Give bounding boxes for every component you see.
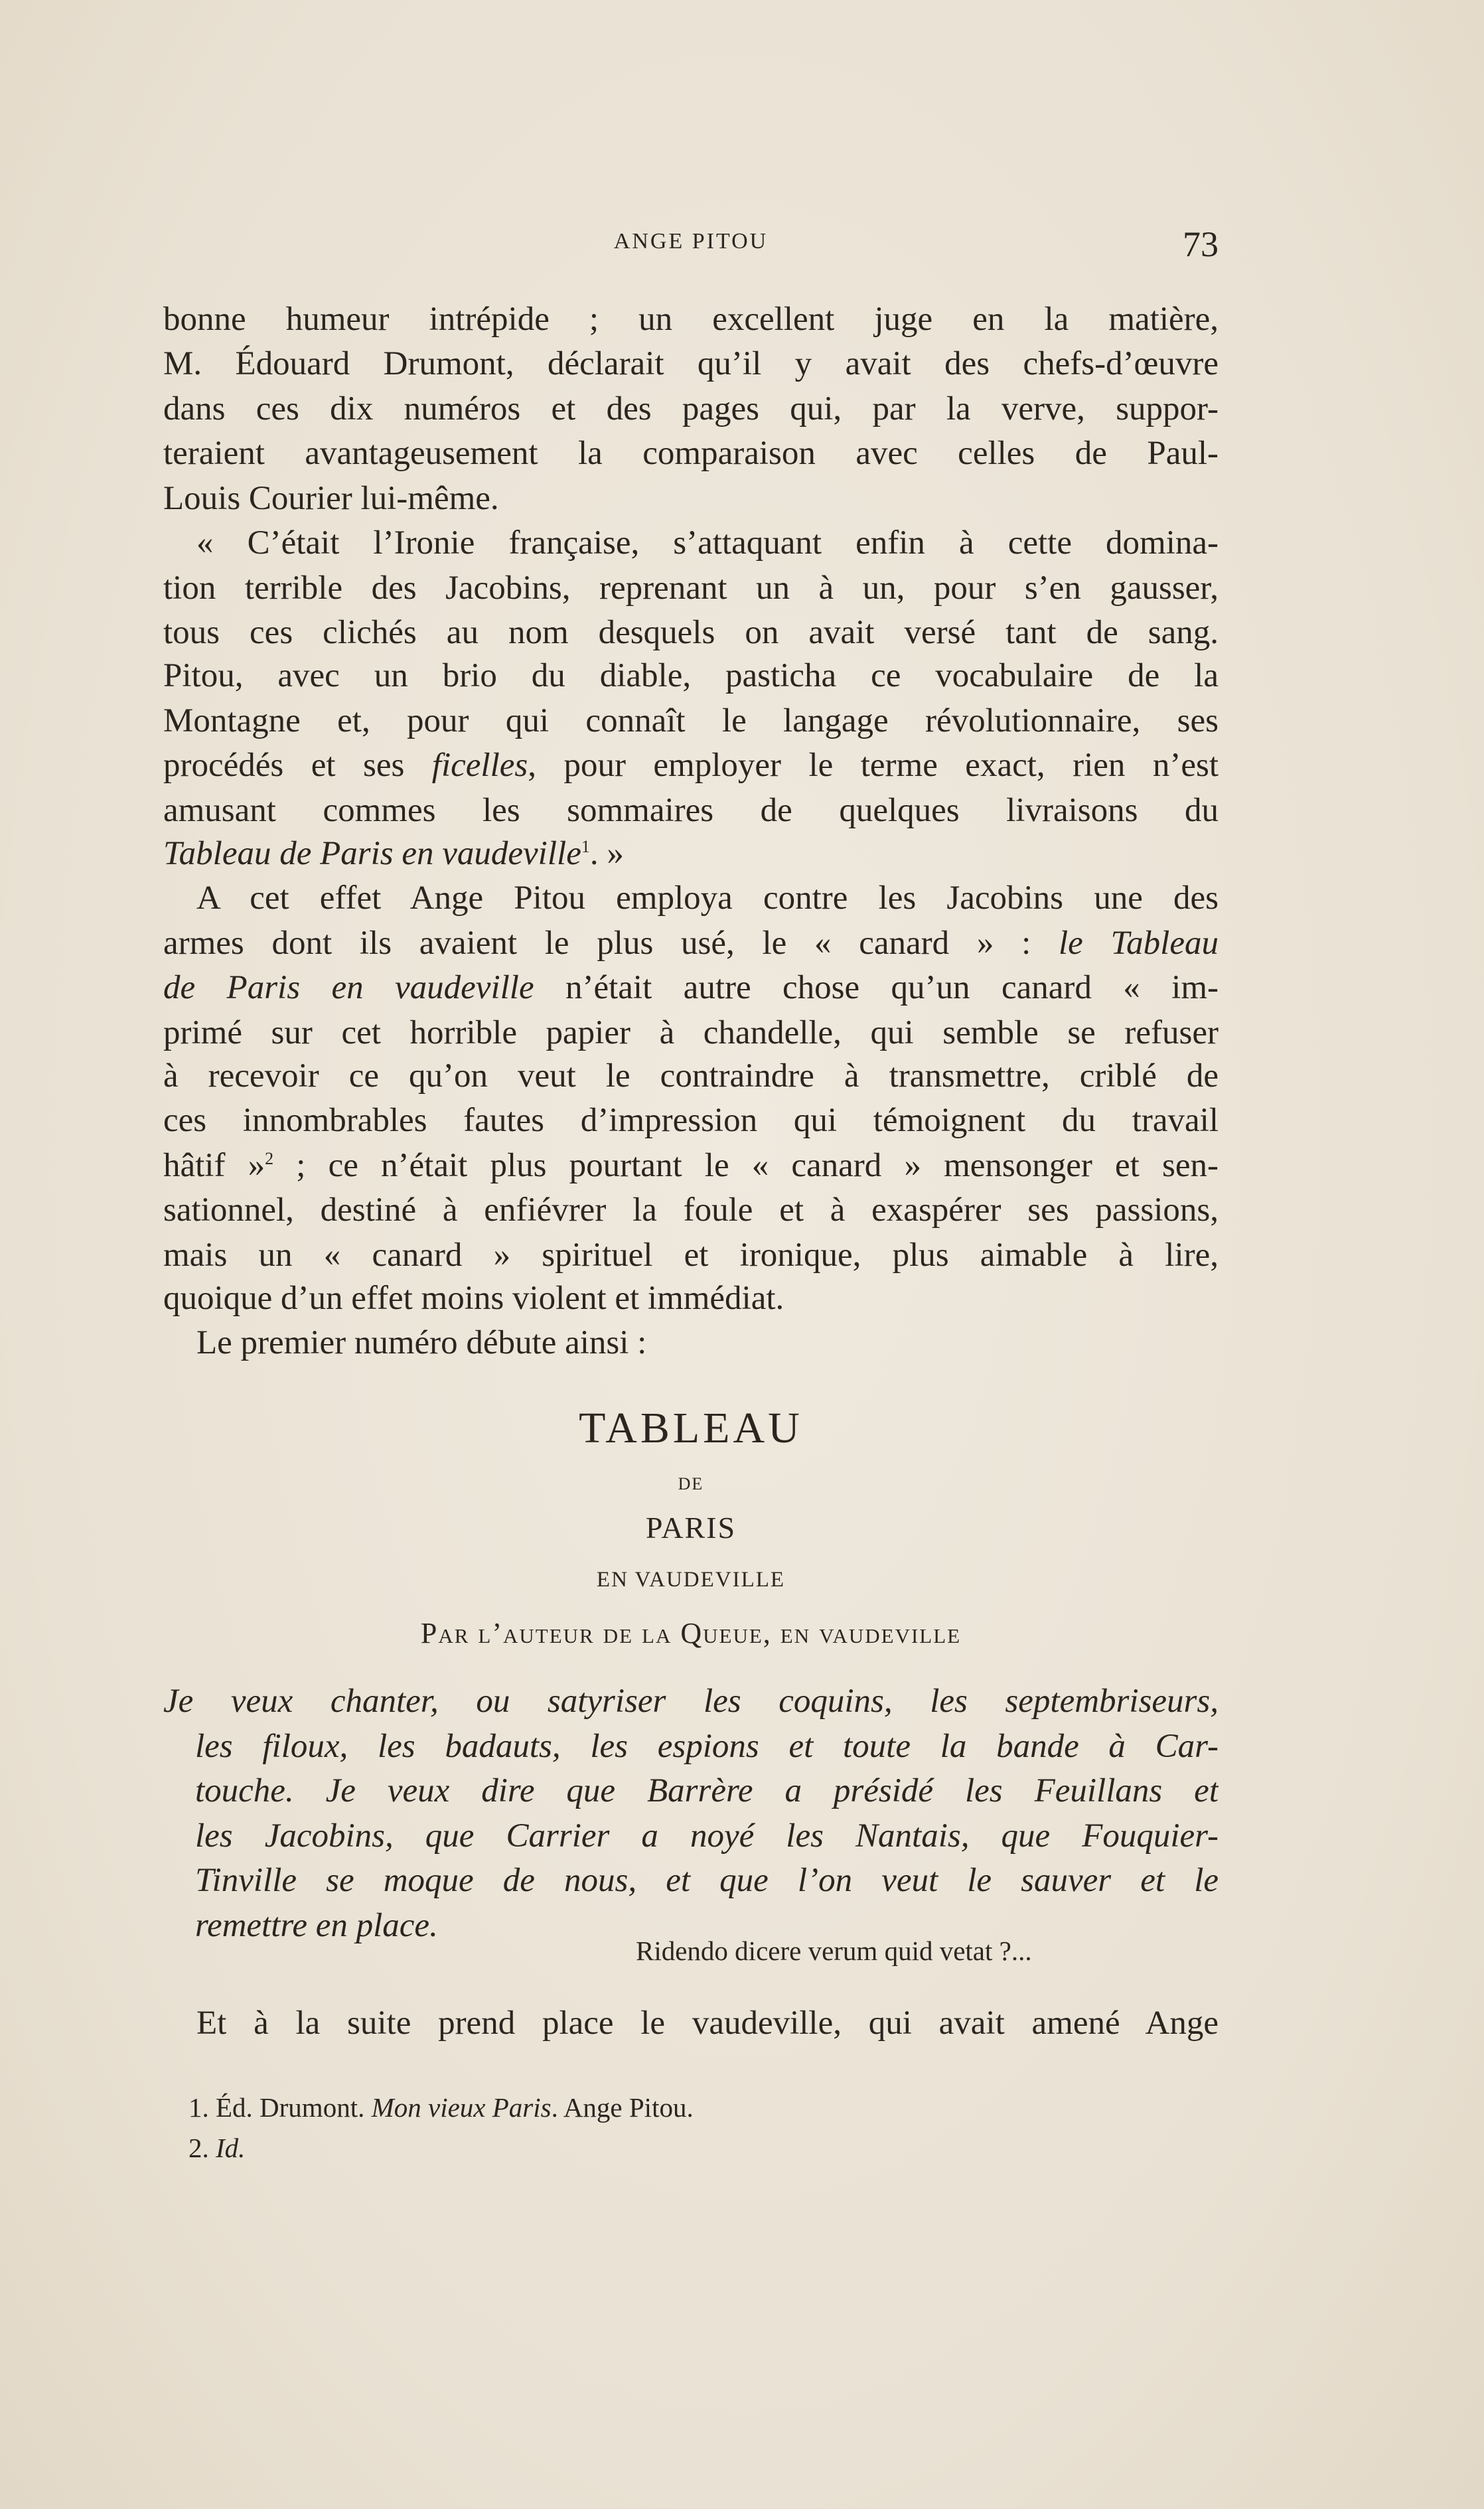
italic-text: touche. Je veux dire que Barrère a présidé les Feuillans et (195, 1772, 1219, 1809)
italic-text: de Paris en vaudeville (163, 969, 534, 1006)
italic-text: le Tableau (1058, 925, 1219, 962)
text-span: teraient avantageusement la comparaison avec celles de Paul- (163, 435, 1219, 472)
epigraph-line (636, 1929, 1484, 1973)
text-span: « C’était l’Ironie française, s’attaquant enfin à cette domina- (196, 524, 1219, 562)
text-span: PARIS (645, 1511, 737, 1545)
footnote-ref: 1 (581, 837, 590, 856)
text-span: sationnel, destiné à enfiévrer la foule et à exaspérer ses passions, (163, 1191, 1219, 1229)
epigraph-line (195, 1814, 1219, 1859)
text-span: M. Édouard Drumont, déclarait qu’il y avait des chefs-d’œuvre (163, 345, 1219, 382)
text-line (163, 1276, 1219, 1321)
text-span: Pitou, avec un brio du diable, pasticha ce vocabulaire de la (163, 657, 1219, 694)
footnote (188, 2086, 1244, 2130)
text-span: tous ces clichés au nom desquels on avait versé tant de sang. (163, 614, 1219, 651)
text-line (163, 743, 1219, 788)
epigraph-line (195, 1859, 1219, 1903)
text-line (163, 477, 1219, 521)
text-line (163, 1233, 1219, 1278)
text-span: ces innombrables fautes d’impression qui témoignent du travail (163, 1102, 1219, 1139)
text-line (163, 611, 1219, 655)
epigraph-line (195, 1769, 1219, 1813)
text-span: quoique d’un effet moins violent et immédiat. (163, 1280, 784, 1317)
text-line (196, 521, 1219, 566)
italic-text: remettre en place. (195, 1907, 438, 1944)
epigraph-line (163, 1679, 1219, 1724)
text-span: procédés et ses (163, 747, 432, 784)
title-block-line (163, 1505, 1219, 1550)
text-span: Le premier numéro débute ainsi : (196, 1324, 647, 1361)
italic-text: Je veux chanter, ou satyriser les coquins, les septembriseurs, (163, 1683, 1219, 1720)
text-line (163, 1011, 1219, 1055)
text-span: Par l’auteur de la Queue, en vaudeville (420, 1617, 962, 1649)
text-span: n’était autre chose qu’un canard « im- (534, 969, 1219, 1006)
italic-text: les Jacobins, que Carrier a noyé les Nantais, que Fouquier- (195, 1817, 1219, 1855)
text-span: primé sur cet horrible papier à chandelle, qui semble se refuser (163, 1014, 1219, 1051)
text-line (163, 566, 1219, 611)
text-span: Et à la suite prend place le vaudeville, qui avait amené Ange (196, 2005, 1219, 2042)
text-line (163, 789, 1219, 833)
text-span: à recevoir ce qu’on veut le contraindre à transmettre, criblé de (163, 1057, 1219, 1095)
title-block-line (163, 1558, 1219, 1602)
text-span: hâtif » (163, 1147, 265, 1184)
text-line (163, 342, 1219, 386)
text-span: Montagne et, pour qui connaît le langage révolutionnaire, ses (163, 702, 1219, 739)
italic-text: les filoux, les badauts, les espions et toute la bande à Car- (195, 1728, 1219, 1765)
text-line (163, 297, 1219, 342)
text-span: , pour employer le terme exact, rien n’est (528, 747, 1219, 784)
text-span: DE (678, 1474, 704, 1493)
italic-text: Tableau de Paris en vaudeville (163, 835, 581, 872)
text-span: mais un « canard » spirituel et ironique, plus aimable à lire, (163, 1237, 1219, 1274)
text-line (196, 876, 1219, 921)
text-line (163, 699, 1219, 743)
text-span: A cet effet Ange Pitou employa contre les Jacobins une des (196, 879, 1219, 917)
footnote-ref: 2 (265, 1149, 274, 1168)
text-span: Ridendo dicere verum quid vetat ?... (636, 1936, 1032, 1966)
text-line (163, 832, 1219, 876)
text-line (163, 387, 1219, 431)
text-span: 2. (188, 2133, 216, 2163)
italic-text: Tinville se moque de nous, et que l’on veut le sauver et le (195, 1862, 1219, 1899)
text-line (163, 1188, 1219, 1233)
text-span: dans ces dix numéros et des pages qui, par la verve, suppor- (163, 390, 1219, 427)
text-span: armes dont ils avaient le plus usé, le « canard » : (163, 925, 1059, 962)
title-block-line (163, 1406, 1219, 1450)
running-header (163, 224, 1219, 264)
text-line (196, 1321, 1219, 1365)
text-line (163, 921, 1219, 966)
title-block-line (163, 1611, 1219, 1655)
running-title: ANGE PITOU (613, 229, 769, 254)
epigraph-line (195, 1724, 1219, 1769)
italic-text: Id. (216, 2133, 246, 2163)
text-line (163, 966, 1219, 1010)
text-span: amusant commes les sommaires de quelques livraisons du (163, 792, 1219, 829)
text-span: TABLEAU (579, 1404, 803, 1452)
text-span: ; ce n’était plus pourtant le « canard » mensonger et sen- (273, 1147, 1219, 1184)
text-line (163, 654, 1219, 698)
text-span: tion terrible des Jacobins, reprenant un à un, pour s’en gausser, (163, 570, 1219, 607)
text-line (163, 1099, 1219, 1143)
text-span: . » (589, 835, 624, 872)
title-block-line (163, 1462, 1219, 1506)
page-number: 73 (1183, 224, 1219, 264)
text-span: EN VAUDEVILLE (596, 1568, 786, 1592)
text-line (163, 431, 1219, 476)
footnote (188, 2126, 1244, 2170)
text-span: 1. Éd. Drumont. (188, 2092, 372, 2123)
italic-text: Mon vieux Paris (371, 2092, 552, 2123)
text-line (196, 2001, 1219, 2046)
text-line (163, 1144, 1219, 1188)
text-span: bonne humeur intrépide ; un excellent juge en la matière, (163, 301, 1219, 338)
text-line (163, 1054, 1219, 1099)
text-span: . Ange Pitou. (551, 2092, 694, 2123)
text-span: Louis Courier lui-même. (163, 480, 499, 517)
italic-text: ficelles (431, 747, 528, 784)
